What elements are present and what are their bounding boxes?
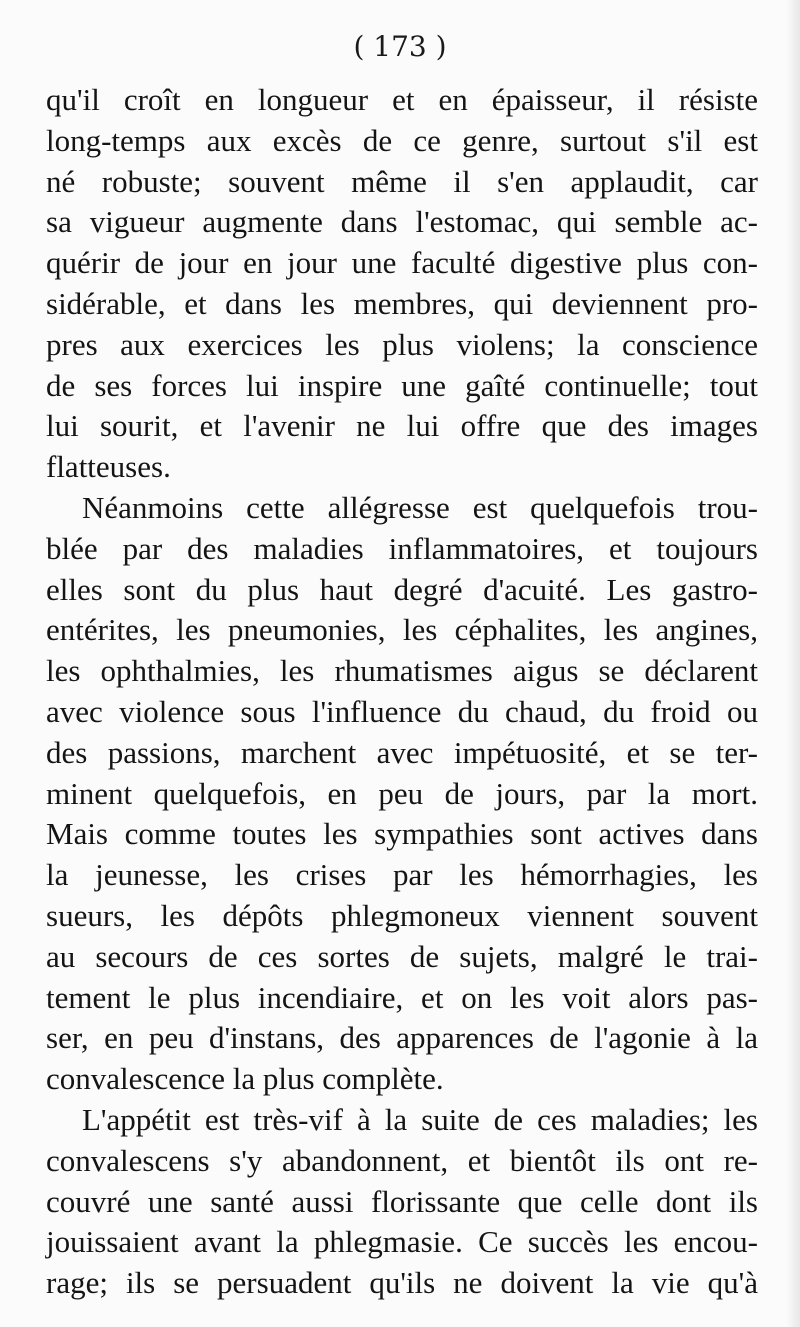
text-line: convalescence la plus complète. [46,1061,444,1097]
text-line: flatteuses. [46,449,171,485]
text-line: des passions, marchent avec impétuosité, et se ter- [46,734,758,770]
page-number: ( 173 ) [353,30,447,63]
text-line: de ses forces lui inspire une gaîté continuelle; tout [46,367,758,403]
text-line: tement le plus incendiaire, et on les voit alors pas- [46,979,758,1015]
text-line: elles sont du plus haut degré d'acuité. Les gastro- [46,571,758,607]
text-line: convalescens s'y abandonnent, et bientôt ils ont re- [46,1142,758,1178]
text-line: pres aux exercices les plus violens; la conscience [46,326,758,362]
text-line: long-temps aux excès de ce genre, surtout s'il est [46,122,758,158]
text-line: les ophthalmies, les rhumatismes aigus se déclarent [46,653,758,689]
text-line: sa vigueur augmente dans l'estomac, qui semble ac- [46,204,758,240]
text-line: sidérable, et dans les membres, qui deviennent pro- [46,285,758,321]
text-line: lui sourit, et l'avenir ne lui offre que des images [46,408,758,444]
text-line: quérir de jour en jour une faculté digestive plus con- [46,245,758,281]
page-edge-shadow [786,0,800,1327]
body-text [46,80,758,1304]
text-line: L'appétit est très-vif à la suite de ces maladies; les [82,1101,758,1137]
text-line: ser, en peu d'instans, des apparences de l'agonie à la [46,1020,758,1056]
text-line: au secours de ces sortes de sujets, malgré le trai- [46,938,758,974]
text-line: la jeunesse, les crises par les hémorrhagies, les [46,857,758,893]
text-line: jouissaient avant la phlegmasie. Ce succès les encou- [46,1224,758,1260]
text-line: blée par des maladies inflammatoires, et toujours [46,530,758,566]
text-line: minent quelquefois, en peu de jours, par la mort. [46,775,758,811]
text-line: rage; ils se persuadent qu'ils ne doivent la vie qu'à [46,1265,758,1301]
text-line: couvré une santé aussi florissante que celle dont ils [46,1183,758,1219]
text-line: Mais comme toutes les sympathies sont actives dans [46,816,758,852]
text-line: Néanmoins cette allégresse est quelquefois trou- [82,489,758,525]
text-line: sueurs, les dépôts phlegmoneux viennent souvent [46,897,758,933]
text-line: entérites, les pneumonies, les céphalites, les angines, [46,612,758,648]
text-line: avec violence sous l'influence du chaud, du froid ou [46,693,758,729]
text-line: né robuste; souvent même il s'en applaudit, car [46,163,758,199]
text-line: qu'il croît en longueur et en épaisseur, il résiste [46,82,758,117]
